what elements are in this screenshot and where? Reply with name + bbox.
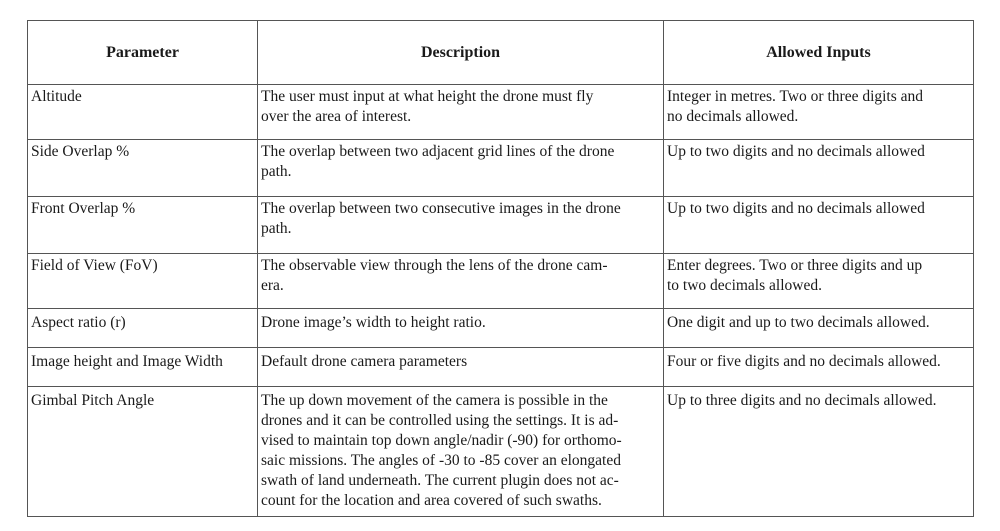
header-parameter: Parameter bbox=[28, 21, 258, 85]
cell-allowed-inputs bbox=[664, 85, 974, 140]
cell-allowed-inputs bbox=[664, 254, 974, 309]
description-line: The observable view through the lens of the drone cam- bbox=[261, 257, 608, 274]
description-line: The overlap between two consecutive images in the drone bbox=[261, 200, 621, 217]
allowed-inputs-line: Integer in metres. Two or three digits and bbox=[667, 88, 924, 105]
header-description: Description bbox=[258, 21, 664, 85]
cell-description bbox=[258, 254, 664, 309]
allowed-inputs-line: Enter degrees. Two or three digits and up bbox=[667, 257, 923, 274]
table-row bbox=[28, 309, 974, 348]
cell-parameter: Field of View (FoV) bbox=[28, 254, 258, 309]
table-row bbox=[28, 197, 974, 254]
cell-parameter: Front Overlap % bbox=[28, 197, 258, 254]
cell-parameter: Aspect ratio (r) bbox=[28, 309, 258, 348]
description-line: era. bbox=[261, 277, 284, 294]
cell-parameter: Image height and Image Width bbox=[28, 348, 258, 387]
description-line: The overlap between two adjacent grid lines of the drone bbox=[261, 143, 615, 160]
description-line: Default drone camera parameters bbox=[261, 353, 468, 370]
cell-allowed-inputs bbox=[664, 387, 974, 517]
description-line: vised to maintain top down angle/nadir (-90) for orthomo- bbox=[261, 432, 622, 449]
allowed-inputs-line: Up to two digits and no decimals allowed bbox=[667, 200, 925, 217]
description-line: count for the location and area covered of such swaths. bbox=[261, 492, 602, 509]
table-header-row bbox=[28, 21, 974, 85]
table-row bbox=[28, 348, 974, 387]
cell-parameter: Side Overlap % bbox=[28, 140, 258, 197]
allowed-inputs-line: One digit and up to two decimals allowed. bbox=[667, 314, 930, 331]
description-line: The user must input at what height the drone must fly bbox=[261, 88, 594, 105]
cell-description bbox=[258, 140, 664, 197]
table-row bbox=[28, 85, 974, 140]
cell-description bbox=[258, 197, 664, 254]
description-line: The up down movement of the camera is possible in the bbox=[261, 392, 608, 409]
cell-description bbox=[258, 387, 664, 517]
cell-parameter: Altitude bbox=[28, 85, 258, 140]
description-line: Drone image’s width to height ratio. bbox=[261, 314, 486, 331]
cell-allowed-inputs bbox=[664, 309, 974, 348]
cell-parameter: Gimbal Pitch Angle bbox=[28, 387, 258, 517]
description-line: path. bbox=[261, 220, 292, 237]
allowed-inputs-line: Up to three digits and no decimals allowed. bbox=[667, 392, 937, 409]
cell-description bbox=[258, 309, 664, 348]
description-line: path. bbox=[261, 163, 292, 180]
allowed-inputs-line: to two decimals allowed. bbox=[667, 277, 822, 294]
cell-allowed-inputs bbox=[664, 140, 974, 197]
cell-description bbox=[258, 348, 664, 387]
cell-allowed-inputs bbox=[664, 348, 974, 387]
description-line: over the area of interest. bbox=[261, 108, 412, 125]
allowed-inputs-line: no decimals allowed. bbox=[667, 108, 799, 125]
description-line: swath of land underneath. The current plugin does not ac- bbox=[261, 472, 619, 489]
description-line: saic missions. The angles of -30 to -85 cover an elongated bbox=[261, 452, 621, 469]
description-line: drones and it can be controlled using the settings. It is ad- bbox=[261, 412, 619, 429]
header-allowed-inputs: Allowed Inputs bbox=[664, 21, 974, 85]
cell-description bbox=[258, 85, 664, 140]
allowed-inputs-line: Four or five digits and no decimals allowed. bbox=[667, 353, 941, 370]
table-row bbox=[28, 140, 974, 197]
parameter-table bbox=[27, 20, 974, 517]
cell-allowed-inputs bbox=[664, 197, 974, 254]
table-row bbox=[28, 254, 974, 309]
table-row bbox=[28, 387, 974, 517]
allowed-inputs-line: Up to two digits and no decimals allowed bbox=[667, 143, 925, 160]
